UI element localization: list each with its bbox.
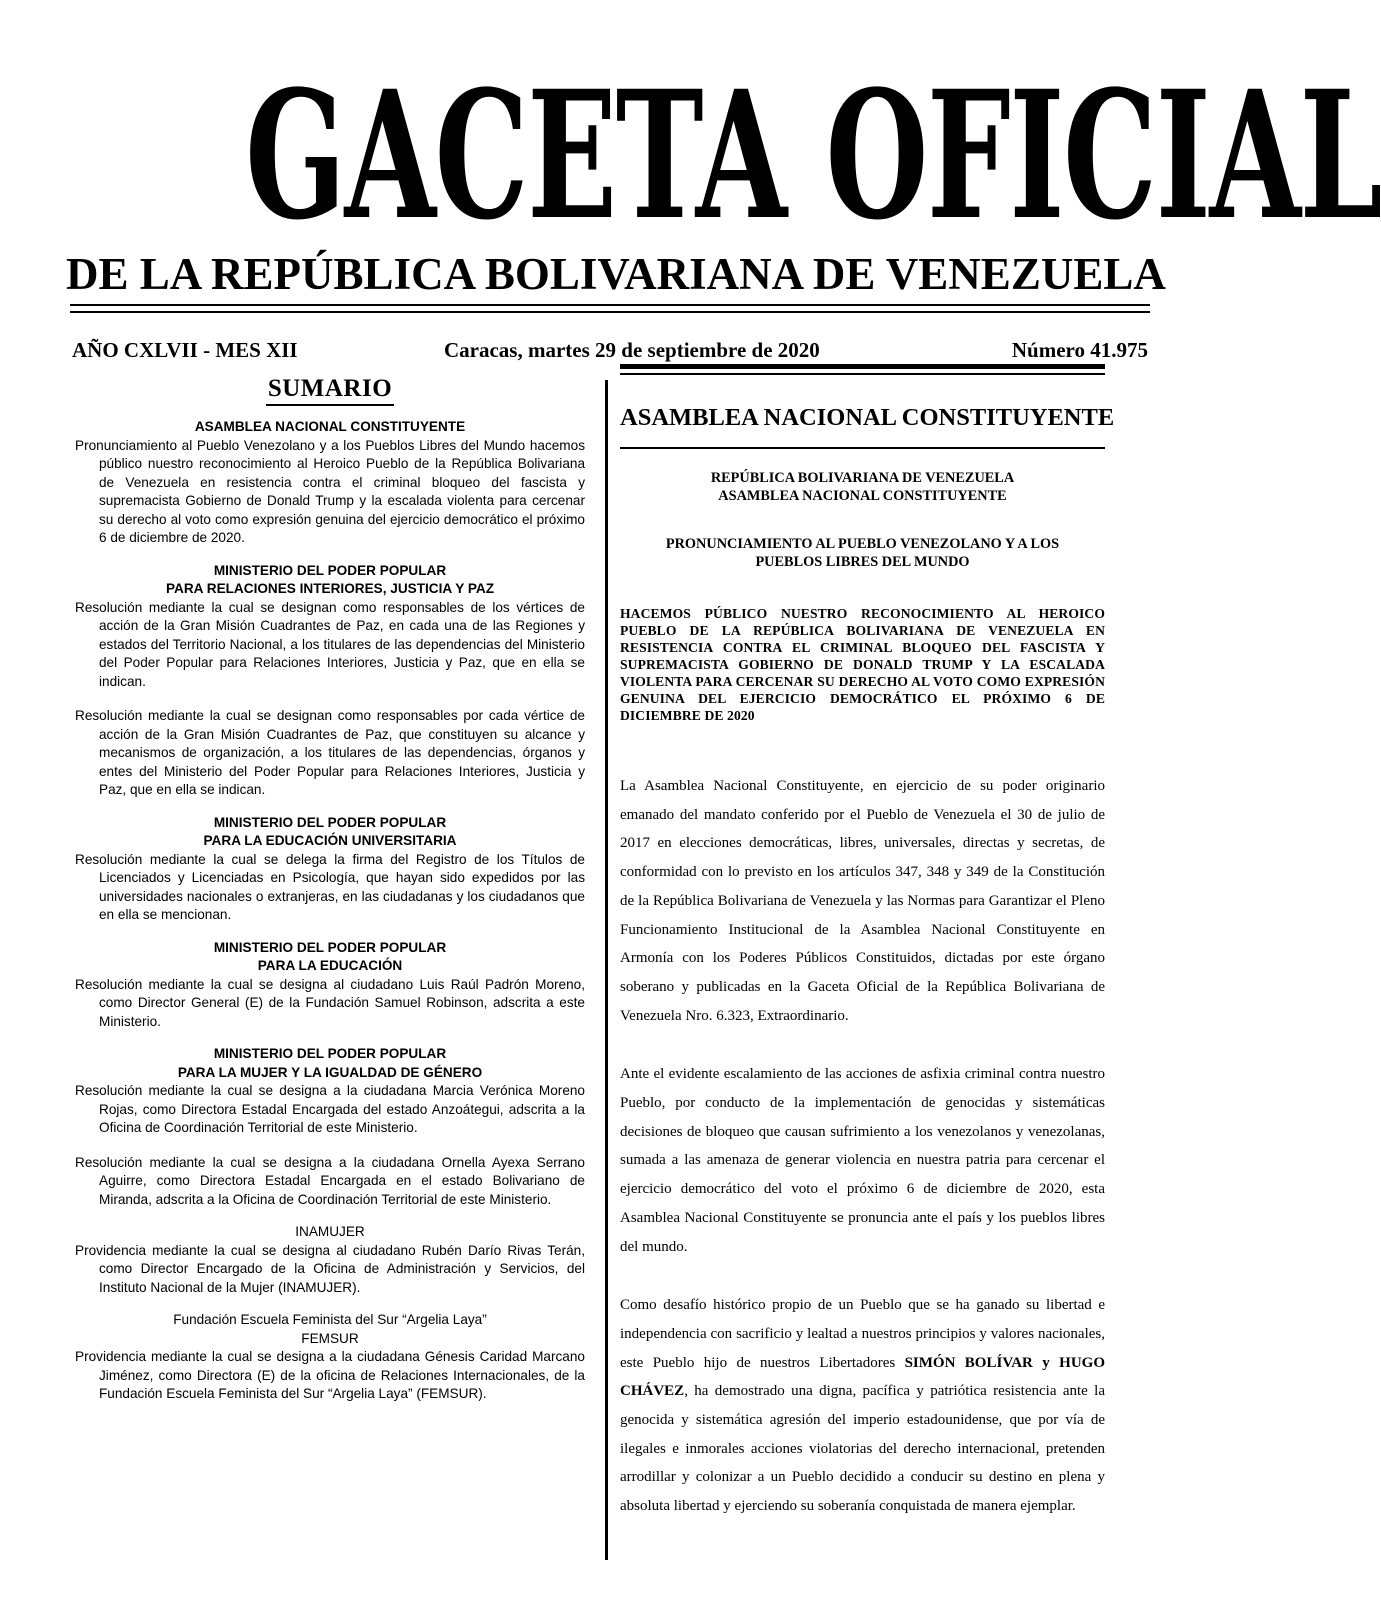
header-rule-top — [70, 304, 1150, 306]
article-conjunction: y — [1032, 1354, 1060, 1371]
summary-entry: Providencia mediante la cual se designa a la ciudadana Génesis Caridad Marcano Jiménez, como Directora (E) de la oficina de Relaciones Internacionales, de la Fundación Escuela Feminista del Sur “Argelia Laya” (FEMSUR). — [75, 1349, 585, 1401]
article-column — [620, 364, 1115, 1521]
summary-section — [75, 1045, 585, 1209]
summary-section — [75, 1223, 585, 1297]
summary-entry: Resolución mediante la cual se designan como responsables por cada vértice de acción de la Gran Misión Cuadrantes de Paz, que constituyen su alcance y mecanismos de organización, a los titulares de las dependencias, órganos y entes del Ministerio del Poder Popular para Relaciones Interiores, Justicia y Paz, que en ella se indican. — [75, 708, 585, 797]
article-heading-line: PRONUNCIAMIENTO AL PUEBLO VENEZOLANO Y A LOS — [665, 536, 1060, 552]
article-paragraph: La Asamblea Nacional Constituyente, en ejercicio de su poder originario emanado del mandato conferido por el Pueblo de Venezuela el 30 de julio de 2017 en elecciones democráticas, libres, universales, directas y secretas, de conformidad con lo previsto en los artículos 347, 348 y 349 de la Constitución de la República Bolivariana de Venezuela y las Normas para Garantizar el Pleno Funcionamiento Institucional de la Asamblea Nacional Constituyente en Armonía con los Poderes Públicos Constituidos, dictadas por este órgano soberano y publicadas en la Gaceta Oficial de la República Bolivariana de Venezuela Nro. 6.323, Extraordinario. — [620, 778, 1105, 1024]
article-top-rule — [620, 364, 1105, 369]
summary-section — [75, 1311, 585, 1404]
summary-section-heading: FEMSUR — [301, 1330, 359, 1346]
issue-number: Número 41.975 — [1011, 338, 1148, 362]
article-paragraph: Ante el evidente escalamiento de las acciones de asfixia criminal contra nuestro Pueblo, por conducto de la implementación de genocidas y sistemáticas decisiones de bloqueo que causan sufrimiento a los venezolanos y venezolanas, sumada a las amenaza de generar violencia en nuestra patria para cercenar el ejercicio democrático del voto el próximo 6 de diciembre de 2020, esta Asamblea Nacional Constituyente se pronuncia ante el país y los pueblos libres del mundo. — [620, 1066, 1105, 1255]
summary-section — [75, 939, 585, 1032]
summary-column — [75, 374, 585, 1554]
article-heading-line: PUEBLOS LIBRES DEL MUNDO — [755, 554, 970, 570]
summary-entry: Resolución mediante la cual se designa al ciudadano Luis Raúl Padrón Moreno, como Director General (E) de la Fundación Samuel Robinson, adscrita a este Ministerio. — [75, 976, 585, 1029]
masthead — [66, 52, 1381, 259]
summary-section — [75, 418, 585, 548]
issue-year-month: AÑO CXLVII - MES XII — [72, 338, 298, 362]
summary-entry: Resolución mediante la cual se designa a la ciudadana Ornella Ayexa Serrano Aguirre, como Directora Estadal Encargada en el estado Bolivariano de Miranda, adscrita a la Oficina de Coordinación Territorial de este Ministerio. — [75, 1154, 585, 1207]
summary-section-heading: MINISTERIO DEL PODER POPULAR — [213, 939, 447, 955]
summary-section-heading: PARA LA EDUCACIÓN — [257, 958, 403, 973]
column-divider — [605, 380, 608, 1560]
summary-title: SUMARIO — [267, 375, 393, 402]
summary-entry: Resolución mediante la cual se designa a la ciudadana Marcia Verónica Moreno Rojas, como Directora Estadal Encargada del estado Anzoátegui, adscrita a la Oficina de Coordinación Territorial de este Ministerio. — [75, 1083, 585, 1135]
article-paragraph — [620, 1291, 1105, 1521]
article-paragraph-text: , ha demostrado una digna, pacífica y patriótica resistencia ante la genocida y sistemática agresión del imperio estadounidense, que por vía de ilegales e inmorales acciones violatorias del derecho internacional, pretenden arrodillar y colonizar a un Pueblo decidido a conducir su destino en plena y absoluta libertad y ejerciendo su soberanía conquistada de manera ejemplar. — [620, 1383, 1105, 1515]
issue-date: Caracas, martes 29 de septiembre de 2020 — [444, 338, 820, 362]
summary-entry: Providencia mediante la cual se designa al ciudadano Rubén Darío Rivas Terán, como Director Encargado de la Oficina de Administración y Servicios, del Instituto Nacional de la Mujer (INAMUJER). — [75, 1242, 585, 1295]
article-lead: HACEMOS PÚBLICO NUESTRO RECONOCIMIENTO AL HEROICO PUEBLO DE LA REPÚBLICA BOLIVARIANA DE VENEZUELA EN RESISTENCIA CONTRA EL CRIMINAL BLOQUEO DEL FASCISTA Y SUPREMACISTA GOBIERNO DE DONALD TRUMP Y LA ESCALADA VIOLENTA PARA CERCENAR SU DERECHO AL VOTO COMO EXPRESIÓN GENUINA DEL EJERCICIO DEMOCRÁTICO EL PRÓXIMO 6 DE DICIEMBRE DE 2020 — [620, 606, 1105, 723]
summary-title-underline — [266, 404, 394, 406]
summary-section-heading: MINISTERIO DEL PODER POPULAR — [213, 1046, 447, 1061]
summary-entry: Resolución mediante la cual se delega la firma del Registro de los Títulos de Licenciados y Licenciadas en Psicología, que hayan sido expedidos por las universidades nacionales o extranjeras, en las ciudadanas y los ciudadanos que en ella se mencionan. — [75, 851, 585, 922]
article-name-bolivar: SIMÓN BOLÍVAR — [904, 1354, 1033, 1371]
summary-entry: Resolución mediante la cual se designan como responsables de los vértices de acción de la Gran Misión Cuadrantes de Paz, en cada una de las Regiones y estados del Territorio Nacional, a los titulares de las dependencias del Ministerio del Poder Popular para Relaciones Interiores, Justicia y Paz, que en ella se indican. — [75, 599, 585, 689]
summary-section — [75, 814, 585, 925]
article-section-title: ASAMBLEA NACIONAL CONSTITUYENTE — [620, 404, 1115, 431]
header-rule-bottom — [70, 311, 1150, 313]
summary-section-heading: ASAMBLEA NACIONAL CONSTITUYENTE — [194, 419, 466, 434]
article-issuer-line: ASAMBLEA NACIONAL CONSTITUYENTE — [718, 488, 1007, 504]
summary-section — [75, 562, 585, 800]
summary-section-heading: PARA RELACIONES INTERIORES, JUSTICIA Y PAZ — [165, 581, 495, 596]
summary-section-heading: INAMUJER — [295, 1224, 365, 1239]
article-name-chavez: HUGO CHÁVEZ — [620, 1354, 1106, 1400]
article-top-rule-thin — [620, 373, 1105, 375]
article-issuer-line: REPÚBLICA BOLIVARIANA DE VENEZUELA — [710, 470, 1015, 486]
summary-section-heading: PARA LA MUJER Y LA IGUALDAD DE GÉNERO — [177, 1064, 483, 1080]
summary-section-heading: MINISTERIO DEL PODER POPULAR — [213, 814, 447, 830]
masthead-title: GACETA OFICIAL — [245, 52, 1381, 259]
summary-entry: Pronunciamiento al Pueblo Venezolano y a los Pueblos Libres del Mundo hacemos público nuestro reconocimiento al Heroico Pueblo de la República Bolivariana de Venezuela en resistencia contra el criminal bloqueo del fascista y supremacista Gobierno de Donald Trump y la escalada violenta para cercenar su derecho al voto como expresión genuina del ejercicio democrático el próximo 6 de diciembre de 2020. — [75, 437, 585, 545]
issue-line — [72, 336, 1148, 364]
summary-section-heading: Fundación Escuela Feminista del Sur “Argelia Laya” — [173, 1312, 487, 1327]
summary-section-heading: MINISTERIO DEL PODER POPULAR — [213, 562, 447, 578]
summary-section-heading: PARA LA EDUCACIÓN UNIVERSITARIA — [203, 833, 457, 848]
masthead-subtitle: DE LA REPÚBLICA BOLIVARIANA DE VENEZUELA — [66, 249, 1166, 299]
article-paragraph-text: Como desafío histórico propio de un Pueblo que se ha ganado su libertad e independencia con sacrificio y lealtad a nuestros principios y valores nacionales, este Pueblo hijo de nuestros Libertadores — [620, 1297, 1105, 1371]
